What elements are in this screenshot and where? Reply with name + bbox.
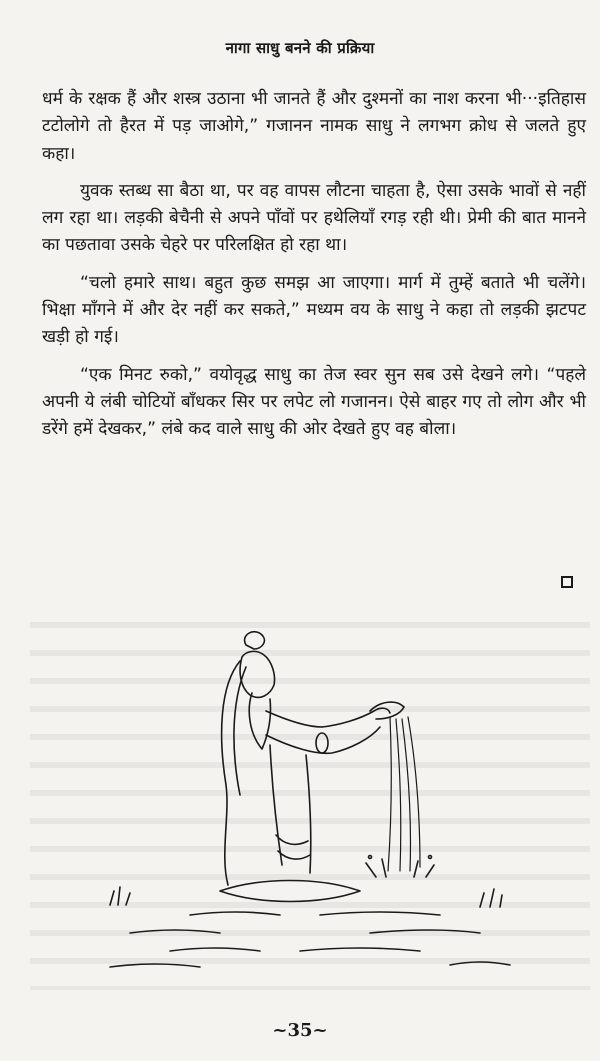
page-number: ~35~ xyxy=(272,1020,328,1041)
end-of-section-mark xyxy=(561,576,573,588)
paragraph: धर्म के रक्षक हैं और शस्त्र उठाना भी जानते हैं और दुश्मनों का नाश करना भी···इतिहास टटोलोगे तो हैरत में पड़ जाओगे,” गजानन नामक साधु ने लगभग क्रोध से जलते हुए कहा। xyxy=(42,89,586,164)
paragraph: युवक स्तब्ध सा बैठा था, पर वह वापस लौटना चाहता है, ऐसा उसके भावों से नहीं लग रहा था। लड़की बेचैनी से अपने पाँवों पर हथेलियाँ रगड़ रही थी। प्रेमी की बात मानने का पछतावा उसके चेहरे पर परिलक्षित हो रहा था। xyxy=(42,180,586,256)
body-text xyxy=(42,86,586,444)
running-head: नागा साधु बनने की प्रक्रिया xyxy=(225,39,375,57)
paragraph: “एक मिनट रुको,” वयोवृद्ध साधु का तेज स्वर सुन सब उसे देखने लगे। “पहले अपनी ये लंबी चोटियों बाँधकर सिर पर लपेट लो गजानन। ऐसे बाहर गए तो लोग और भी डरेंगे हमें देखकर,” लंबे कद वाले साधु की ओर देखते हुए वह बोला। xyxy=(42,364,586,440)
paragraph: “चलो हमारे साथ। बहुत कुछ समझ आ जाएगा। मार्ग में तुम्हें बताते भी चलेंगे। भिक्षा माँगने में और देर नहीं कर सकते,” मध्यम वय के साधु ने कहा तो लड़की झटपट खड़ी हो गई। xyxy=(42,272,586,348)
sadhu-bathing-illustration xyxy=(70,615,550,985)
